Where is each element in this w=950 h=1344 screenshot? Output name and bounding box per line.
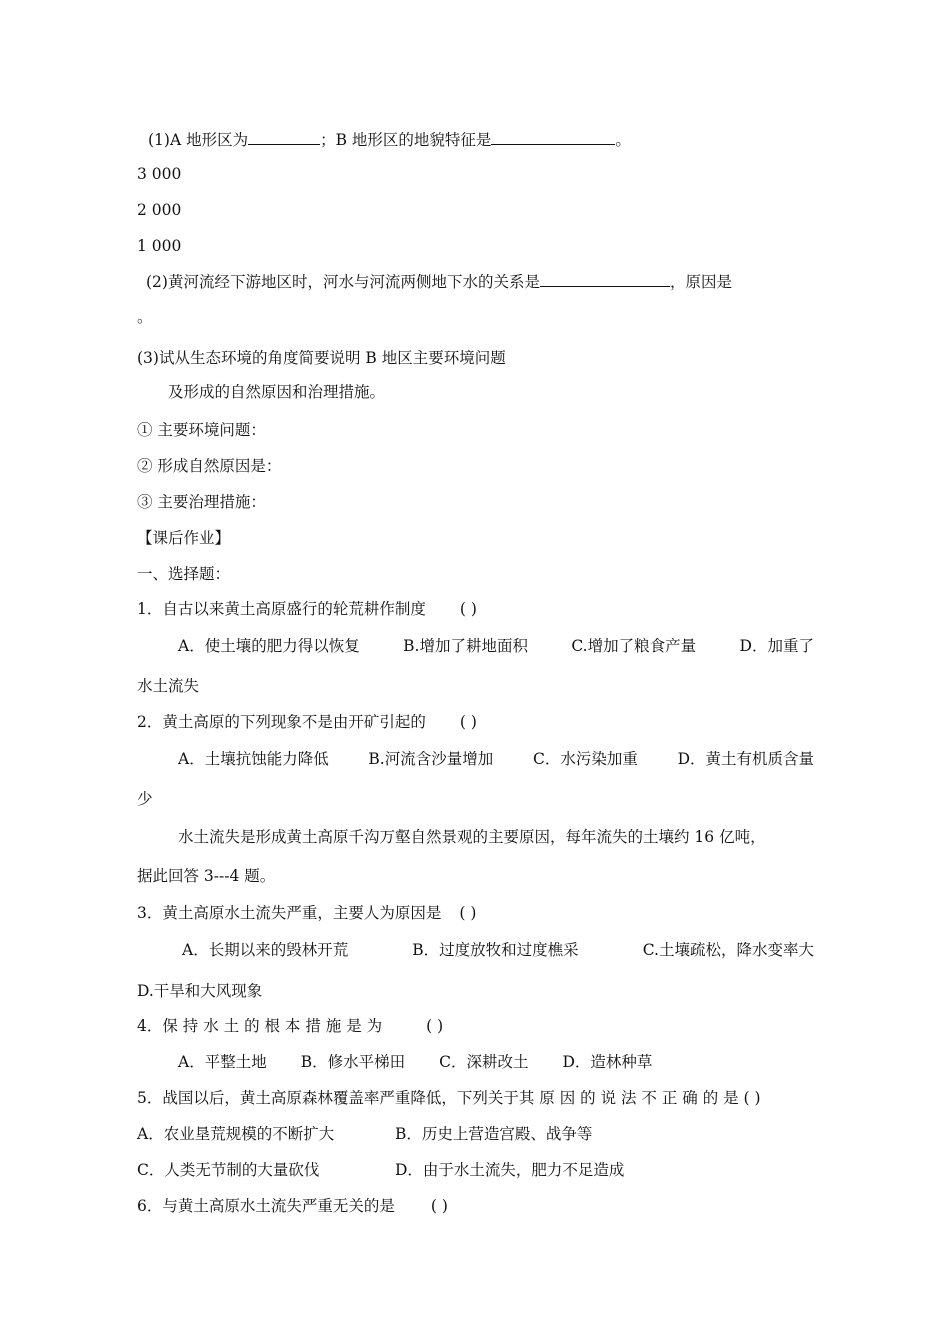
option-b[interactable]: B．历史上营造宫殿、战争等 [395,1125,593,1143]
option-a[interactable]: A．长期以来的毁林开荒 [182,941,349,959]
option-d[interactable]: D．由于水土流失，肥力不足造成 [395,1161,625,1179]
answer-blank-3[interactable] [540,271,670,287]
option-d[interactable]: D．黄土有机质含量 [677,750,814,768]
option-c[interactable]: C.增加了粮食产量 [571,637,697,655]
item-2-text: 2．黄土高原的下列现象不是由开矿引起的 [137,713,426,731]
option-b[interactable]: B.增加了耕地面积 [403,637,528,655]
answer-blank-1[interactable] [248,129,320,145]
option-b[interactable]: B．修水平梯田 [300,1053,406,1071]
question-3-part-1: ① 主要环境问题： [137,421,266,439]
question-2-continuation: 。 [137,308,153,326]
item-6-stem [137,1196,448,1216]
question-2-line [146,271,732,292]
answer-parentheses[interactable]: ( ) [426,1017,444,1035]
question-1-line [148,129,631,150]
item-1-text: 1．自古以来黄土高原盛行的轮荒耕作制度 [137,600,426,618]
question-3-part-2: ② 形成自然原因是： [137,457,282,475]
elevation-label: 1 000 [137,237,182,255]
option-d[interactable]: D．加重了 [739,637,814,655]
question-2-prefix: (2)黄河流经下游地区时，河水与河流两侧地下水的关系是 [146,273,540,291]
option-c[interactable]: C．人类无节制的大量砍伐 [137,1161,320,1179]
option-b[interactable]: B．过度放牧和过度樵采 [412,941,579,959]
item-2-stem [137,712,477,732]
option-a[interactable]: A．农业垦荒规模的不断扩大 [137,1125,335,1143]
option-a[interactable]: A．使土壤的肥力得以恢复 [178,637,360,655]
question-3-line-1: (3)试从生态环境的角度简要说明 B 地区主要环境问题 [137,349,506,367]
passage-line-1: 水土流失是形成黄土高原千沟万壑自然景观的主要原因，每年流失的土壤约 16 亿吨， [178,828,766,846]
option-c[interactable]: C．深耕改土 [439,1053,529,1071]
elevation-label: 3 000 [137,165,182,183]
answer-parentheses[interactable]: ( ) [459,904,477,922]
item-5-options-row-2 [137,1160,624,1180]
option-c[interactable]: C．水污染加重 [532,750,638,768]
item-2-options [178,749,814,769]
answer-parentheses[interactable]: ( ) [459,713,477,731]
item-6-text: 6．与黄土高原水土流失严重无关的是 [137,1197,395,1215]
item-5-stem: 5．战国以后，黄土高原森林覆盖率严重降低，下列关于其 原 因 的 说 法 不 正 确 的 是 ( ) [137,1089,761,1107]
option-d[interactable]: D．造林种草 [562,1053,653,1071]
answer-parentheses[interactable]: ( ) [459,600,477,618]
item-3-options [182,940,814,960]
item-1-continuation: 水土流失 [137,677,200,695]
option-c[interactable]: C.土壤疏松，降水变率大 [642,941,814,959]
item-4-text: 4．保 持 水 土 的 根 本 措 施 是 为 [137,1017,383,1035]
item-3-text: 3．黄土高原水土流失严重，主要人为原因是 [137,904,442,922]
question-3-line-2: 及形成的自然原因和治理措施。 [168,383,386,401]
option-b[interactable]: B.河流含沙量增加 [368,750,494,768]
item-3-option-d[interactable]: D.干旱和大风现象 [137,982,263,1000]
elevation-label: 2 000 [137,201,182,219]
answer-blank-2[interactable] [491,129,615,145]
passage-line-2: 据此回答 3---4 题。 [137,867,276,885]
answer-parentheses[interactable]: ( ) [430,1197,448,1215]
item-1-stem [137,599,477,619]
item-5-options-row-1 [137,1124,592,1144]
homework-heading: 【课后作业】 [137,529,231,547]
item-1-options [178,636,814,656]
section-heading: 一、选择题： [137,565,231,583]
question-1-middle: ；B 地形区的地貌特征是 [320,131,492,149]
item-4-stem [137,1016,443,1036]
item-4-options [178,1052,652,1072]
item-3-stem [137,903,476,923]
question-3-part-3: ③ 主要治理措施： [137,493,266,511]
item-2-continuation: 少 [137,790,153,808]
question-1-end: 。 [615,131,631,149]
option-a[interactable]: A．平整土地 [178,1053,267,1071]
question-1-prefix: (1)A 地形区为 [148,131,249,149]
question-2-end: ，原因是 [669,273,732,291]
option-a[interactable]: A．土壤抗蚀能力降低 [178,750,329,768]
